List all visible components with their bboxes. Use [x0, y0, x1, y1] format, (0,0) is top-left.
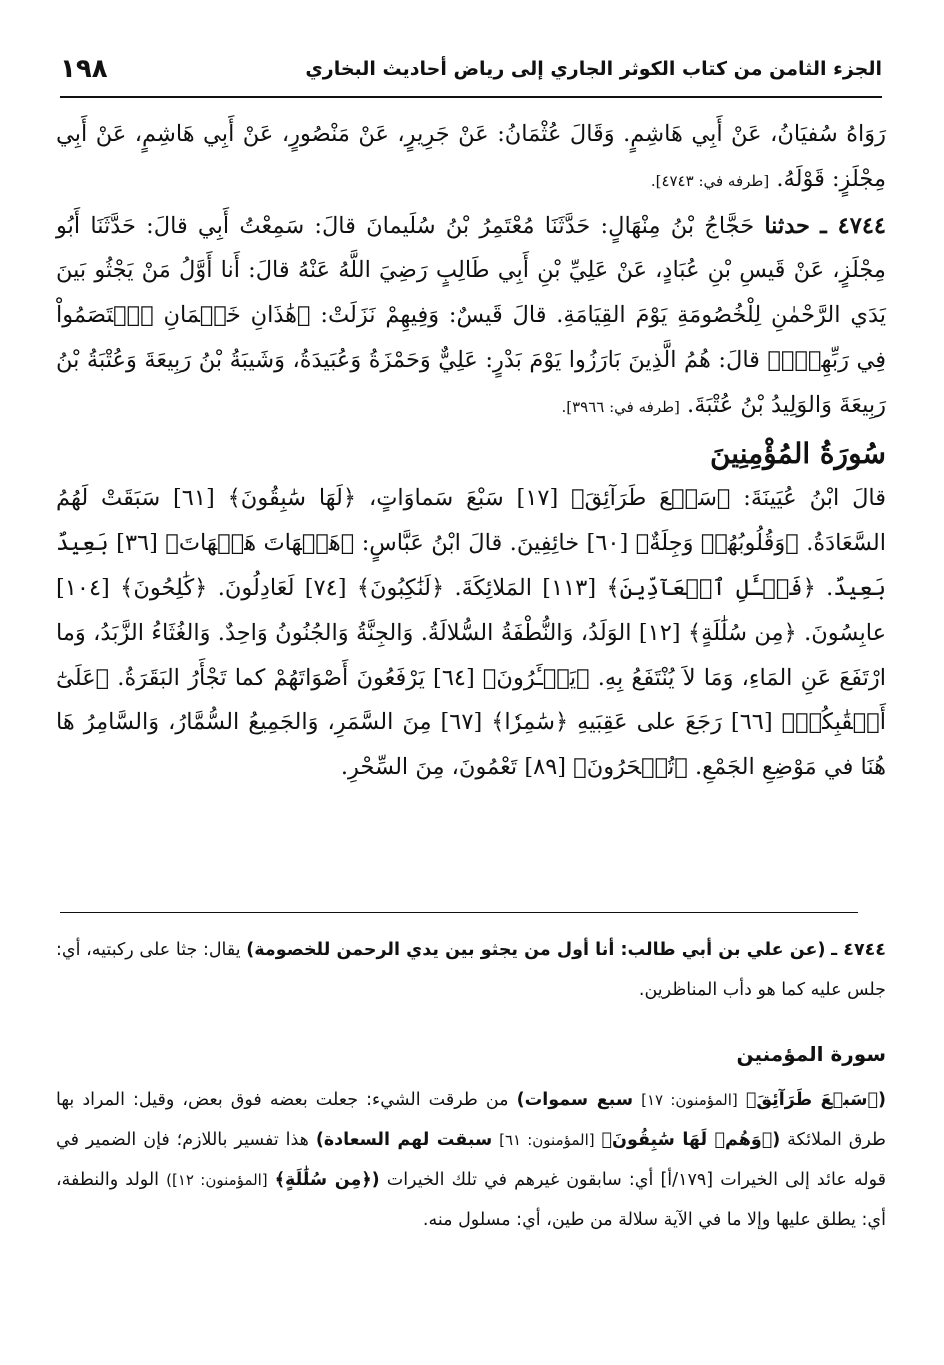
quran-word: ﴿هَيۡهَاتَ هَيۡهَاتَ﴾ [165, 530, 355, 557]
quran-word: ﴿لَنَٰكِبُونَ﴾ [356, 574, 445, 601]
sura-text: [١١٣] المَلائِكَةَ. [454, 574, 597, 601]
commentary-quote: سبقت لهم السعادة) [315, 1130, 493, 1150]
verse-reference: [المؤمنون: ٦١] [499, 1131, 595, 1149]
footnote-divider [60, 912, 858, 913]
cross-reference: [طرفه في: ٣٩٦٦]. [561, 397, 680, 416]
commentary-paragraph [56, 1080, 886, 1240]
sura-text: [٦٠] خائِفِينَ. قالَ ابْنُ عَبَّاسٍ: [361, 530, 629, 557]
hadith-number: ٤٧٤٤ ـ [820, 212, 886, 239]
verse-reference: [المؤمنون: ١٢]) [166, 1171, 268, 1189]
commentary-section [56, 930, 886, 1240]
sura-text: [٦٧] مِنَ السَّمَرِ، وَالجَمِيعُ السُّمَّارُ، وَالسَّامِرُ هَا هُنَا في مَوْضِعِ الجَمْعِ. [56, 709, 886, 781]
commentary-text: هذا تفسير باللازم؛ فإن الضمير في قوله عائد إلى الخيرات [١٧٩/أ] أي: سابقون غيرهم في تلك الخيرات [56, 1130, 886, 1190]
hadith-paragraph [56, 204, 886, 430]
commentary-quote: (عن علي بن أبي طالب: أنا أول من يجثو بين يدي الرحمن للخصومة) [246, 940, 826, 960]
main-text [56, 112, 886, 790]
cross-reference: [طرفه في: ٤٧٤٣]. [650, 171, 770, 190]
running-title: الجزء الثامن من كتاب الكوثر الجاري إلى رياض أحاديث البخاري [305, 58, 882, 80]
sura-text: قالَ ابْنُ عُيَينَةَ: [743, 485, 887, 512]
open-paren: ( [877, 1090, 886, 1110]
quran-word: ﴿وَقُلُوبُهُمۡ وَجِلَةٌ﴾ [635, 530, 799, 557]
quran-word: ﴿مِن سُلَٰلَةٍ﴾ [687, 619, 797, 646]
quran-word: ﴿لَهَا سَٰبِقُونَ﴾ [227, 485, 357, 512]
sura-text: [٦٦] رَجَعَ على عَقِبَيهِ [577, 709, 773, 736]
quran-word: ﴿عَلَىٰٓ أَعۡقَٰبِكُمۡ﴾ [56, 664, 887, 736]
verse-reference: [المؤمنون: ١٧] [641, 1091, 738, 1109]
quran-word: (﴿وَهُمۡ لَهَا سَٰبِقُونَ﴾ [601, 1130, 781, 1150]
sura-text: [٣٦] بَعِيدٌ بَعِيدٌ. [56, 530, 887, 601]
commentary-quote: سبع سموات) [516, 1090, 634, 1110]
quran-word: ﴿فَسۡـَٔلِ ٱلۡعَآدِّينَ﴾ [606, 574, 816, 601]
hadith-text-continued: قالَ: هُمُ الَّذِينَ بَارَزُوا يَوْمَ بَدْرٍ: عَلِيٌّ وَحَمْزَةُ وَعُبَيدَةُ، وَشَيبَةُ بْنُ رَبِيعَةَ وَعُتْبَةُ بْنُ رَبِيعَةَ وَالوَلِيدُ بْنُ عُتْبَةَ. [56, 346, 886, 418]
commentary-sura-title: سورة المؤمنين [736, 1042, 886, 1066]
commentary-text: من طرقت الشيء: جعلت بعضه فوق بعض، وقيل: المراد بها طرق الملائكة [56, 1090, 886, 1150]
sura-text: [٦١] سَبَقَتْ لَهُمُ السَّعَادَةُ. [56, 485, 887, 557]
page-number: ١٩٨ [60, 54, 108, 84]
commentary-hadith-number: ٤٧٤٤ ـ [831, 940, 886, 960]
commentary-text: الولد والنطفة، أي: يطلق عليها وإلا ما في الآية سلالة من طين، أي: مسلول منه. [56, 1170, 886, 1230]
page-header [60, 52, 882, 98]
quran-word: ﴿سَٰمِرٗا﴾ [491, 709, 569, 736]
quran-word: (﴿مِن سُلَٰلَةٍ﴾ [274, 1170, 380, 1190]
sura-text: [١٢] الوَلَدُ، وَالنُّطْفَةُ السُّلالَةُ. وَالجِنَّةُ وَالجُنُونُ وَاحِدٌ. وَالغُثَاءُ الزَّبَدُ، وَما ارْتَفَعَ عَنِ المَاءِ، وَمَا لاَ يُنْتَفَعُ بِهِ. [56, 619, 887, 691]
sura-text: [١٠٤] عابِسُونَ. [56, 574, 887, 646]
sura-text: [٧٤] لَعَادِلُونَ. [217, 574, 347, 601]
quran-word: ﴿سَبۡعَ طَرَآئِقَ﴾ [745, 1090, 878, 1110]
hadith-lead: حدثنا [764, 212, 810, 239]
narration-paragraph [56, 112, 886, 204]
quran-verse: ﴿هَٰذَانِ خَصۡمَانِ ٱخۡتَصَمُواْ فِي رَبِّهِمۡۖ﴾ [56, 302, 887, 373]
quran-word: ﴿تُسۡحَرُونَ﴾ [573, 754, 688, 781]
quran-word: ﴿يَجۡـَٔرُونَ﴾ [482, 664, 590, 691]
sura-text: [٦٤] يَرْفَعُونَ أَصْوَاتَهُمْ كما تَجْأَرُ البَقَرَةُ. [117, 664, 475, 691]
commentary-text: يقال: جثا على ركبتيه، أي: جلس عليه كما هو دأب المناظرين. [56, 940, 886, 1000]
hadith-text: حَجَّاجُ بْنُ مِنْهَالٍ: حَدَّثَنَا مُعْتَمِرُ بْنُ سُلَيمانَ قالَ: سَمِعْتُ أَبِي قالَ: حَدَّثَنَا أَبُو مِجْلَزٍ، عَنْ قَيسِ بْنِ عُبَادٍ، عَنْ عَلِيِّ بْنِ أَبِي طَالِبٍ رَضِيَ اللَّهُ عَنْهُ قالَ: أَنا أَوَّلُ مَنْ يَجْثُو بَينَ يَدَي الرَّحْمٰنِ لِلْخُصُومَةِ يَوْمَ القِيَامَةِ. قالَ قَيسٌ: وَفِيهِمْ نَزَلَتْ: [56, 212, 887, 329]
commentary-paragraph [56, 930, 886, 1010]
sura-paragraph [56, 476, 886, 790]
quran-word: ﴿سَبۡعَ طَرَآئِقَ﴾ [571, 485, 731, 512]
sura-text: [١٧] سَبْعَ سَماوَاتٍ، [368, 485, 559, 512]
sura-title: سُورَةُ المُؤْمِنِينَ [709, 436, 886, 470]
sura-text: [٨٩] تَعْمُونَ، مِنَ السِّحْرِ. [340, 754, 567, 781]
quran-word: ﴿كَٰلِحُونَ﴾ [120, 574, 208, 601]
narration-text: رَوَاهُ سُفيَانُ، عَنْ أَبِي هَاشِمٍ. وَقَالَ عُثْمَانُ: عَنْ جَرِيرٍ، عَنْ مَنْصُورٍ، عَنْ أَبِي هَاشِمٍ، عَنْ أَبِي مِجْلَزٍ: قَوْلَهُ. [56, 121, 886, 192]
